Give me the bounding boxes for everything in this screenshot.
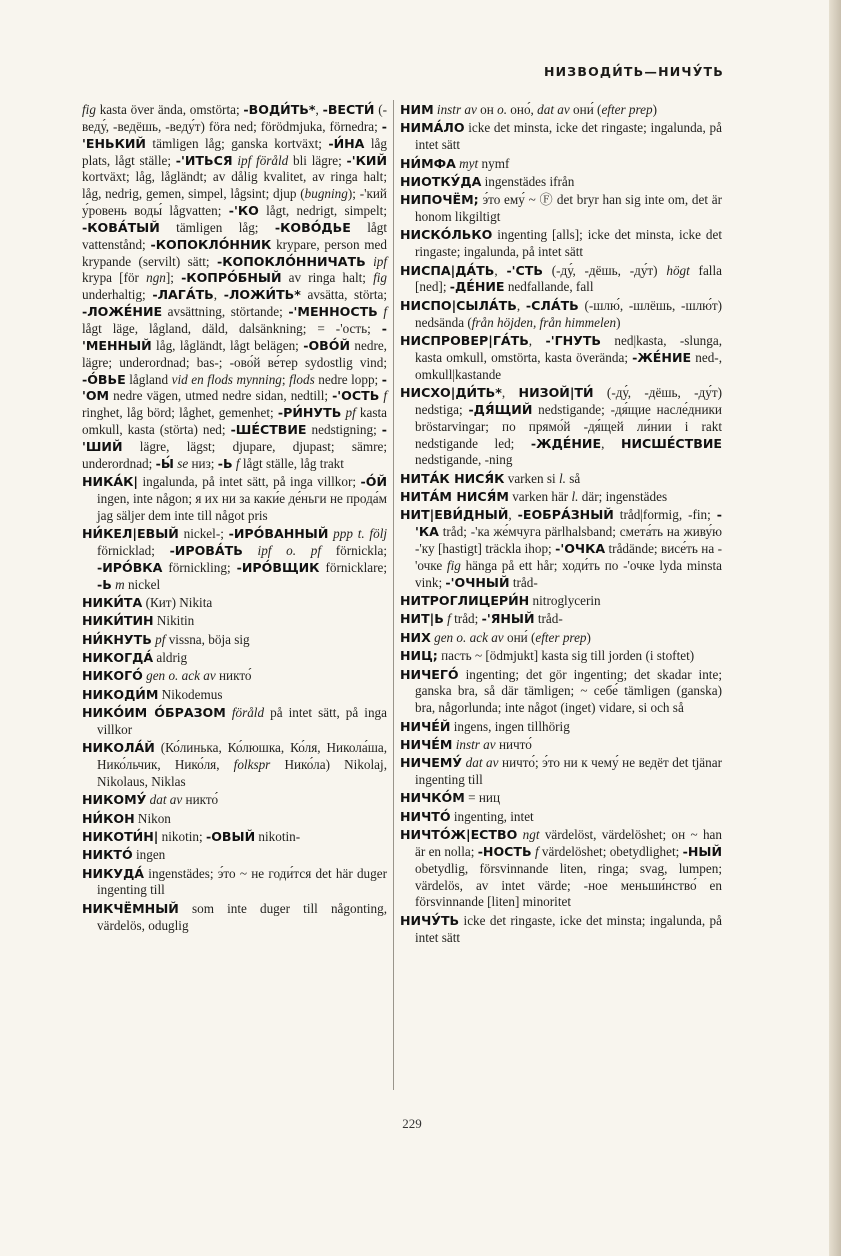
entry-niskolko: НИСКО́ЛЬКО ingenting [alls]; icke det minsta, icke det ringaste; ingalunda, på intet sätt [400,227,722,260]
entry-nikuda: НИКУДА́ ingenstädes; э́то ~ не годи́тся det här duger ingenting till [82,865,387,898]
column-divider [393,100,394,1090]
entry-nichemu: НИЧЕМУ́ dat av ничто́; э́то ни к чему́ не ведёт det tjänar ingenting till [400,755,722,788]
entry-nikak: НИКА́К| ingalunda, på intet sätt, på inga villkor; -О́Й ingen, inte någon; я их ни за каки́е де́ньги не прода́м jag säljer dem inte till något pris [82,474,387,523]
entry-nizvodit-continued: fig kasta över ända, omstörta; -ВОДИ́ТЬ*, -ВЕСТИ́ (-веду́, -ведёшь, -веду́т) föra ned; förödmjuka, förnedra; -'ЕНЬКИЙ tämligen låg; ganska kortväxt; -И́НА låg plats, lågt ställe; -'ИТЬСЯ ipf föråld bli lägre; -'КИЙ kortväxt; låg, lågländt; av dålig kvalitet, av ringa halt; låg, nedrig, gemen, simpel, lågsint; djup (bugning); -'кий у́ровень воды́ lågvatten; -'КО lågt, nedrigt, simpelt; -КОВА́ТЫЙ tämligen låg; -КОВО́ДЬЕ lågt vattenstånd; -КОПОКЛО́ННИК krypare, person med krypande (servilt) sätt; -КОПОКЛО́ННИЧАТЬ ipf krypa [för ngn]; -КОПРО́БНЫЙ av ringa halt; fig underhaltig; -ЛАГА́ТЬ, -ЛОЖИ́ТЬ* avsätta, störta; -ЛОЖЕ́НИЕ avsättning, störtande; -'МЕННОСТЬ f lågt läge, lågland, däld, dalsänkning; = -'ость; -'МЕННЫЙ låg, lågländt, lågt belägen; -ОВО́Й nedre, lägre; underordnad; bas-; -ово́й ве́тер sydostlig vind; -О́ВЬЕ lågland vid en flods mynning; flods nedre lopp; -'ОМ nedre vägen, utmed nedre sidan, nedtill; -'ОСТЬ f ringhet, låg börd; låghet, gemenhet; -РИ́НУТЬ pf kasta omkull, kasta (störta) ned; -ШЕ́СТВИЕ nedstigning; -'ШИЙ lägre, lägst; djupare, djupast; sämre; underordnad; -Ы́ se низ; -Ь f lågt ställe, låg trakt [82,102,388,471]
entry-nic: НИЦ; пасть ~ [ödmjukt] kasta sig till jorden (i stoftet) [400,648,695,664]
running-head: НИЗВОДИ́ТЬ—НИЧУ́ТЬ [543,64,724,79]
entry-nim: НИМ instr av он o. оно́, dat av они́ (efter prep) [400,102,658,117]
entry-nitam-nisyam: НИТА́М НИСЯ́М varken här l. där; ingenstädes [400,489,668,505]
entry-nikita: НИКИ́ТА (Кит) Nikita [82,594,213,610]
entry-nih: НИХ gen o. ack av они́ (efter prep) [400,629,591,645]
entry-nikomu: НИКОМУ́ dat av никто́ [82,792,219,808]
entry-nichut: НИЧУ́ТЬ icke det ringaste, icke det minsta; ingalunda, på intet sätt [400,912,722,945]
entry-nitak-nisyak: НИТА́К НИСЯ́К varken si l. så [400,470,581,486]
entry-nichtozhestvo: НИЧТО́Ж|ЕСТВО ngt värdelöst, värdelöshet; он ~ han är en nolla; -НОСТЬ f värdelöshet; obetydlighet; -НЫЙ obetydlig, försvinnande liten, ringa; svag, lumpen; värdelös, av intet värde; -ное меньши́нство́ en försvinnande [liten] minoritet [400,827,723,910]
right-column [400,102,722,948]
entry-niknut: НИ́КНУТЬ pf vissna, böja sig [82,631,250,647]
entry-nitroglicerin: НИТРОГЛИЦЕРИ́Н nitroglycerin [400,593,601,609]
entry-nipochyom: НИПОЧЁМ; э́то ему́ ~ Ⓕ det bryr han sig inte om, det är honom likgiltigt [400,192,722,225]
entry-nikolaj: НИКОЛА́Й (Ко́линька, Ко́люшка, Ко́ля, Никола́ша, Нико́льчик, Нико́ля, folkspr Нико́ла) Nikolaj, Nikolaus, Niklas [82,740,387,789]
entry-nikelevyj: НИ́КЕЛ|ЕВЫЙ nickel-; -ИРО́ВАННЫЙ ppp t. följ förnicklad; -ИРОВА́ТЬ ipf o. pf förnickla; -ИРО́ВКА förnickling; -ИРО́ВЩИК förnicklare; -Ь m nickel [82,526,388,592]
entry-nikogo: НИКОГО́ gen o. ack av никто́ [82,668,252,684]
entry-nit: НИТ|Ь f tråd; -'ЯНЫЙ tråd- [400,611,563,627]
entry-nikoim-obrazom: НИКО́ИМ О́БРАЗОМ föråld på intet sätt, på inga villkor [82,705,387,737]
page-number: 229 [402,1116,422,1131]
entry-nisposylat: НИСПО|СЫЛА́ТЬ, -СЛА́ТЬ (-шлю́, -шлёшь, -шлю́т) nedsända (från höjden, från himmelen) [400,297,723,330]
page-edge [829,0,841,1256]
entry-nikchyomnyj: НИКЧЁМНЫЙ som inte duger till någonting, värdelös, oduglig [82,900,387,933]
entry-nikon: НИ́КОН Nikon [82,810,171,826]
entry-nikogda: НИКОГДА́ aldrig [82,650,188,665]
entry-nichej: НИЧЕ́Й ingens, ingen tillhörig [400,718,570,734]
left-column [82,102,387,936]
entry-nikto: НИКТО́ ingen [82,847,166,863]
entry-nikotin: НИКОТИ́Н| nikotin; -ОВЫЙ nikotin- [82,828,301,844]
entry-nikodim: НИКОДИ́М Nikodemus [82,686,223,702]
entry-nichego: НИЧЕГО́ ingenting; det gör ingenting; det skadar inte; ganska bra, så där tämligen; ~ себе́ tämligen (ganska) bra, någorlunda; inte något (inget) vidare, si och så [400,666,722,716]
entry-nisproverg: НИСПРОВЕР|ГА́ТЬ, -'ГНУТЬ ned|kasta, -slunga, kasta omkull, omstörta, kasta överända; -ЖЕ́НИЕ ned-, omkull|kastande [400,332,722,382]
entry-nichto: НИЧТО́ ingenting, intet [400,808,534,824]
entry-nispadat: НИСПА|ДА́ТЬ, -'СТЬ (-ду́, -дёшь, -ду́т) högt falla [ned]; -ДЕ́НИЕ nedfallande, fall [400,262,722,295]
entry-nimfa: НИ́МФА myt nymf [400,155,510,171]
entry-nichkom: НИЧКО́М = ниц [400,790,501,806]
entry-nimalo: НИМА́ЛО icke det minsta, icke det ringaste; ingalunda, på intet sätt [400,120,722,153]
entry-nikitin: НИКИ́ТИН Nikitin [82,613,195,629]
entry-nishodit: НИСХО|ДИ́ТЬ*, НИЗОЙ|ТИ́ (-ду́, -дёшь, -ду́т) nedstiga; -ДЯ́ЩИЙ nedstigande; -дя́щие насле́дники bröstarvingar; по прямо́й -дя́щей ли́нии i rakt nedstigande led; -ЖДЕ́НИЕ, НИСШЕ́СТВИЕ nedstigande, -ning [400,385,723,468]
entry-nitevidnyj: НИТ|ЕВИ́ДНЫЙ, -ЕОБРА́ЗНЫЙ tråd|formig, -fin; -'КА tråd; -'ка же́мчуга pärlhalsband; смета́ть на живу́ю -'ку [hastigt] träckla ihop; -'ОЧКА trådände; висе́ть на -'очке fig hänga på ett hår; ходи́ть по -'очке lyda minsta vink; -'ОЧНЫЙ tråd- [400,507,723,590]
entry-niotkuda: НИОТКУ́ДА ingenstädes ifrån [400,173,575,189]
entry-nichem: НИЧЕ́М instr av ничто́ [400,736,532,752]
